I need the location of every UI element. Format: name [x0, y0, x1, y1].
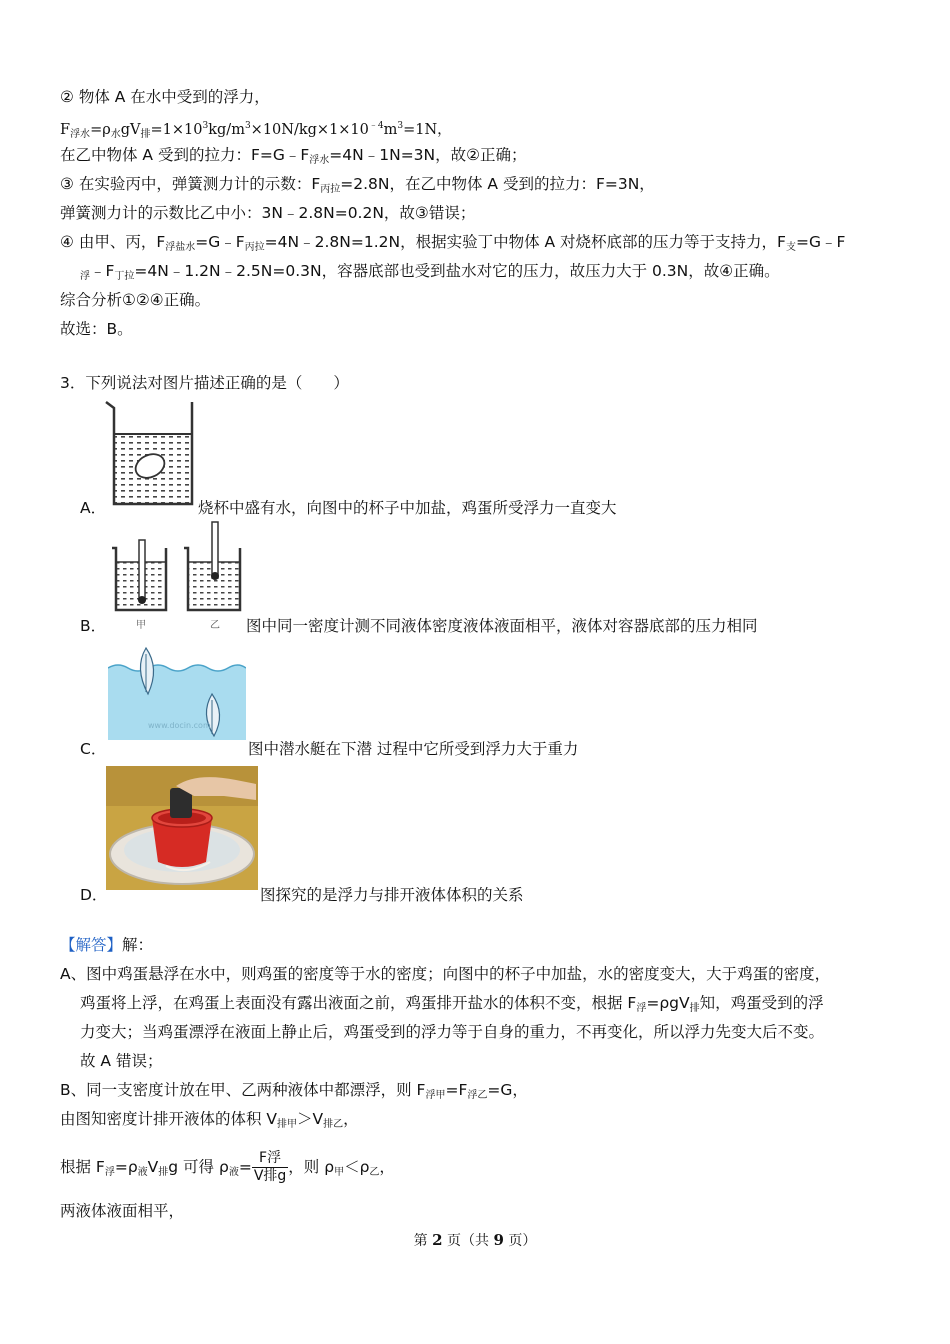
option-d-label: D． [80, 886, 108, 904]
option-b-label: B． [80, 617, 107, 635]
answer-line: 故 A 错误； [80, 1052, 163, 1070]
answer-line: 鸡蛋将上浮，在鸡蛋上表面没有露出液面之前，鸡蛋排开盐水的体积不变，根据 $F_浮=\rho gV_排$知，鸡蛋受到的浮 [80, 994, 824, 1014]
answer-line: 力变大；当鸡蛋漂浮在液面上静止后，鸡蛋受到的浮力等于自身的重力，不再变化，所以浮力先变大后不变。 [80, 1023, 825, 1041]
formula-line: $F_{浮水}=\rho_水gV_排=1\times 10^3kg/m^3\times 10N/kg\times 1\times 10^{﹣4}m^3=1N$， [60, 121, 452, 140]
page-total: 9 [493, 1231, 504, 1249]
answer-line: A、图中鸡蛋悬浮在水中，则鸡蛋的密度等于水的密度；向图中的杯子中加盐，水的密度变大，大于鸡蛋的密度， [60, 965, 831, 983]
option-d-text: 图探究的是浮力与排开液体体积的关系 [260, 886, 524, 904]
page-footer: 第 2 页（共 9 页） [413, 1231, 537, 1249]
figure-c-submarine [108, 642, 246, 740]
figure-a-beaker [104, 398, 196, 510]
text-line: ② 物体 A 在水中受到的浮力， [60, 88, 270, 106]
density-fraction: $\frac{\text{F浮}}{\text{V排g}}$ [253, 1150, 287, 1184]
figure-b-hydrometers [108, 518, 248, 634]
option-d [80, 883, 107, 905]
answer-tag: 【解答】 [60, 936, 123, 954]
option-a-text: 烧杯中盛有水，向图中的杯子中加盐，鸡蛋所受浮力一直变大 [198, 499, 617, 517]
option-b [80, 614, 106, 636]
text-line: 在乙中物体 A 受到的拉力：$F=G﹣F_{浮水}=4N﹣1N=3N$，故②正确； [60, 146, 527, 166]
question-stem: 3．下列说法对图片描述正确的是（ ） [60, 374, 349, 392]
text-line: 故选：B。 [60, 320, 133, 338]
option-b-text: 图中同一密度计测不同液体密度液体液面相平，液体对容器底部的压力相同 [246, 617, 758, 635]
option-a-label: A． [80, 499, 107, 517]
text-line: 综合分析①②④正确。 [60, 291, 211, 309]
text-line: ④ 由甲、丙，$F_{浮盐水}=G﹣F_{丙拉}=4N﹣2.8N=1.2N$，根据实验丁中物体 A 对烧杯底部的压力等于支持力，$F_支=G﹣F$ [60, 233, 846, 253]
answer-line-formula: 根据 $F_浮=\rho_液V_排g$ 可得 $\rho_液=$ $\frac{\text{F浮}}{\text{V排g}}$ ，则 $\rho_甲<\rho_乙$， [60, 1150, 395, 1184]
page-number: 2 [432, 1231, 443, 1249]
figure-d-photo [106, 766, 258, 890]
answer-line: 由图知密度计排开液体的体积 $V_{排甲}>V_{排乙}$， [60, 1110, 359, 1130]
option-c [80, 737, 106, 759]
text-line: $_浮﹣F_{丁拉}=4N﹣1.2N﹣2.5N=0.3N$，容器底部也受到盐水对它的压力，故压力大于 0.3N，故④正确。 [80, 262, 780, 282]
answer-line: 两液体液面相平， [60, 1202, 185, 1220]
text-line: 弹簧测力计的示数比乙中小：3N﹣2.8N=0.2N，故③错误； [60, 204, 476, 222]
text-line: ③ 在实验丙中，弹簧测力计的示数：$F_{丙拉}=2.8N$，在乙中物体 A 受到的拉力：F=3N， [60, 175, 655, 195]
watermark: www.docin.com [148, 721, 211, 730]
answer-line: B、同一支密度计放在甲、乙两种液体中都漂浮，则 $F_{浮甲}=F_{浮乙}=G$， [60, 1081, 528, 1101]
option-c-text: 图中潜水艇在下潜 过程中它所受到浮力大于重力 [248, 740, 579, 758]
option-c-label: C． [80, 740, 107, 758]
option-a [80, 496, 106, 518]
answer-heading: 【解答】解： [60, 936, 154, 954]
label-yi: 乙 [210, 620, 220, 631]
label-jia: 甲 [136, 620, 146, 631]
